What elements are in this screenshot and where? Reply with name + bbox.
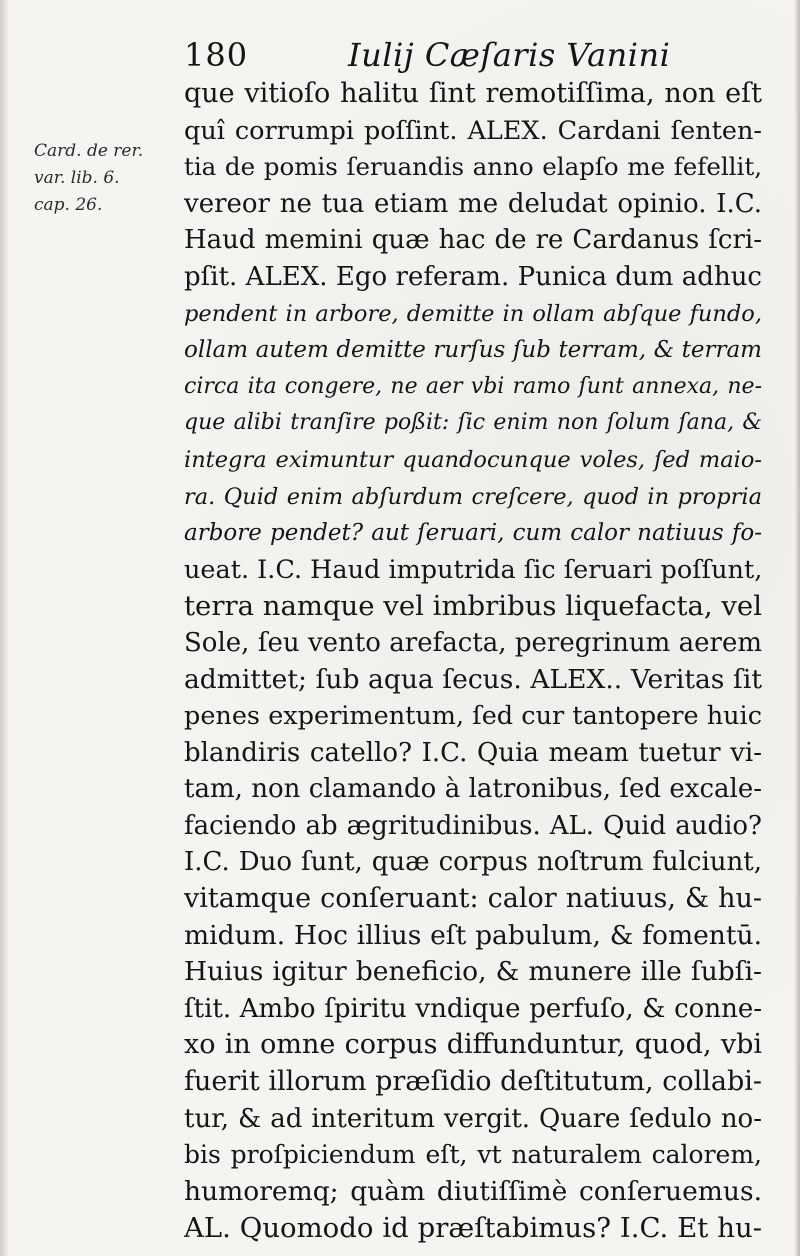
text-line: midum. Hoc illius eſt pabulum, & fomentū. <box>184 919 762 951</box>
text-line: que vitioſo halitu ſint remotiſſima, non eſt <box>184 78 762 109</box>
text-line: Sole, ſeu vento arefacta, peregrinum aerem <box>184 627 762 658</box>
body-text <box>184 76 762 1247</box>
text-line: xo in omne corpus diffunduntur, quod, vbi <box>184 1029 762 1061</box>
text-line: Haud memini quæ hac de re Cardanus ſcri- <box>184 225 762 256</box>
text-line: ſtit. Ambo ſpiritu vndique perfuſo, & conne- <box>184 993 762 1024</box>
margin-note <box>34 138 174 219</box>
margin-note-line: Card. de rer. <box>34 141 144 161</box>
text-line: ollam autem demitte rurſus ſub terram, & terram <box>184 337 762 364</box>
text-line: AL. Quomodo id præſtabimus? I.C. Et hu- <box>184 1212 762 1245</box>
text-line: ueat. I.C. Haud imputrida ſic ſeruari poſſunt, <box>184 554 762 585</box>
text-line: humoremq; quàm diutiſſimè conſeruemus. <box>184 1175 762 1207</box>
text-line: arbore pendet? aut ſeruari, cum calor natiuus fo- <box>184 520 762 547</box>
page-number: 180 <box>184 36 249 74</box>
text-line: Huius igitur beneficio, & munere ille ſubſi- <box>184 956 762 988</box>
text-line: vereor ne tua etiam me deludat opinio. I.C. <box>184 188 762 219</box>
text-line: vitamque conſeruant: calor natiuus, & hu- <box>184 883 762 915</box>
page-right-edge-shadow <box>794 0 800 1256</box>
text-line: fuerit illorum præſidio deſtitutum, collabi- <box>184 1066 762 1098</box>
page-header <box>180 28 770 78</box>
page-left-edge-shadow <box>0 0 8 1256</box>
margin-note-line: cap. 26. <box>34 195 103 215</box>
running-head: Iulij Cæſaris Vanini <box>348 36 671 74</box>
text-line: faciendo ab ægritudinibus. AL. Quid audio? <box>184 810 762 841</box>
text-line: circa ita congere, ne aer vbi ramo ſunt annexa, ne- <box>184 373 762 399</box>
text-line: integra eximuntur quandocunque voles, ſed maio- <box>184 446 762 473</box>
text-line: tur, & ad interitum vergit. Quare ſedulo no- <box>184 1103 762 1134</box>
text-line: penes experimentum, ſed cur tantopere huic <box>184 701 762 732</box>
text-line: pſit. ALEX. Ego referam. Punica dum adhuc <box>184 261 762 292</box>
text-line: bis proſpiciendum eſt, vt naturalem calorem, <box>184 1140 762 1170</box>
text-line: tam, non clamando à latronibus, ſed excale- <box>184 774 762 805</box>
text-line: admittet; ſub aqua ſecus. ALEX.. Veritas ſit <box>184 663 762 695</box>
text-line: pendent in arbore, demitte in ollam abſque fundo, <box>184 300 762 327</box>
text-line: terra namque vel imbribus liquefacta, vel <box>184 590 762 623</box>
text-line: tia de pomis ſeruandis anno elapſo me fefellit, <box>184 152 762 182</box>
text-line: ra. Quid enim abſurdum creſcere, quod in propria <box>184 483 762 510</box>
text-line: quî corrumpi poſſint. ALEX. Cardani ſenten- <box>184 115 762 146</box>
margin-note-line: var. lib. 6. <box>34 168 120 188</box>
text-line: que alibi tranſire poßit: ſic enim non ſolum ſana, & <box>184 410 762 436</box>
text-line: I.C. Duo ſunt, quæ corpus noſtrum fulciunt, <box>184 847 762 878</box>
text-line: blandiris catello? I.C. Quia meam tuetur vi- <box>184 737 762 768</box>
